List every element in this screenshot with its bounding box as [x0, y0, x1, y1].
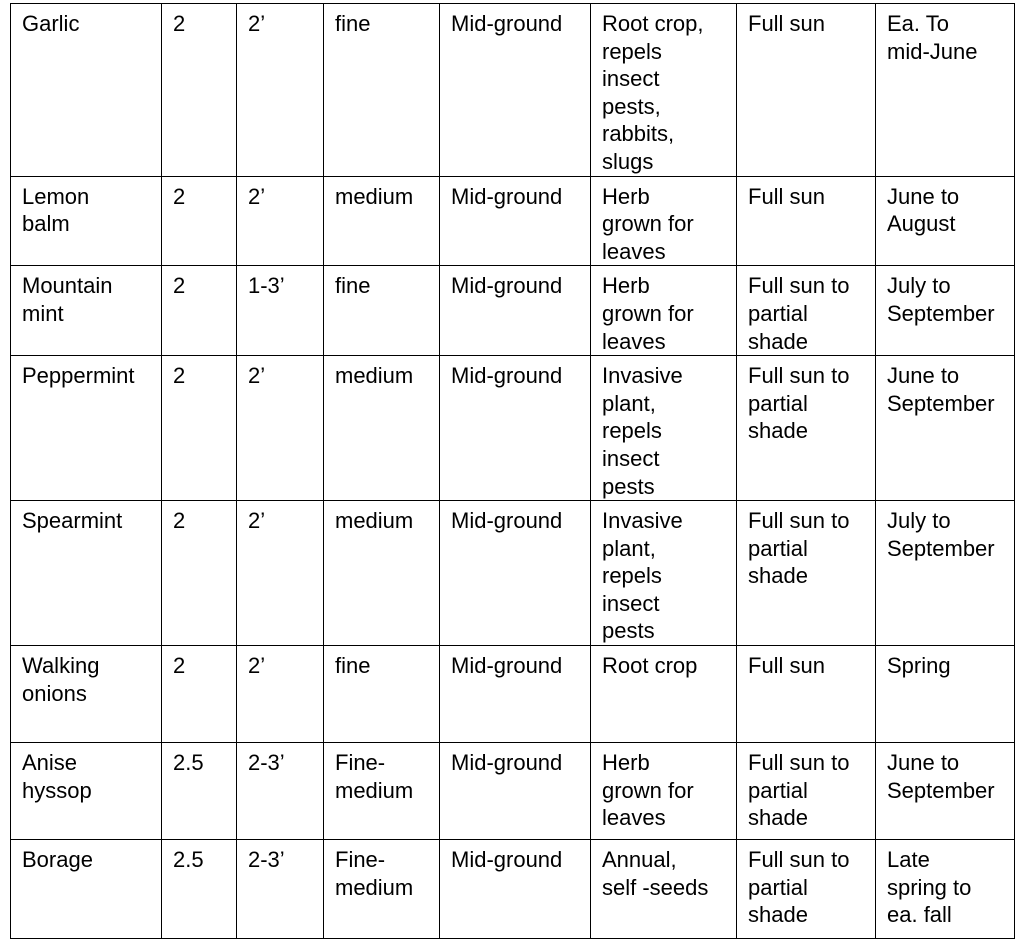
- light-cell: Full sun: [737, 176, 876, 266]
- notes-cell: Invasive plant, repels insect pests: [591, 501, 737, 646]
- placement-cell: Mid-ground: [440, 501, 591, 646]
- texture-cell: Fine- medium: [324, 840, 440, 939]
- table-cell: 2.5: [162, 743, 237, 840]
- texture-cell: medium: [324, 501, 440, 646]
- table-cell: 2: [162, 176, 237, 266]
- notes-cell: Annual, self -seeds: [591, 840, 737, 939]
- height-cell: 2’: [237, 501, 324, 646]
- table-row: [11, 840, 1015, 939]
- bloom-time-cell: June to August: [876, 176, 1015, 266]
- placement-cell: Mid-ground: [440, 646, 591, 743]
- table-row: [11, 646, 1015, 743]
- height-cell: 2’: [237, 176, 324, 266]
- light-cell: Full sun to partial shade: [737, 840, 876, 939]
- plant-name-cell: Garlic: [11, 4, 162, 177]
- texture-cell: fine: [324, 4, 440, 177]
- plant-name-cell: Anise hyssop: [11, 743, 162, 840]
- height-cell: 2’: [237, 356, 324, 501]
- height-cell: 2’: [237, 646, 324, 743]
- table-cell: 2: [162, 501, 237, 646]
- placement-cell: Mid-ground: [440, 176, 591, 266]
- table-row: [11, 356, 1015, 501]
- light-cell: Full sun: [737, 646, 876, 743]
- table-cell: 2.5: [162, 840, 237, 939]
- placement-cell: Mid-ground: [440, 840, 591, 939]
- plant-name-cell: Mountain mint: [11, 266, 162, 356]
- plant-name-cell: Borage: [11, 840, 162, 939]
- plant-name-cell: Walking onions: [11, 646, 162, 743]
- texture-cell: fine: [324, 266, 440, 356]
- table-row: [11, 743, 1015, 840]
- notes-cell: Root crop: [591, 646, 737, 743]
- texture-cell: Fine- medium: [324, 743, 440, 840]
- plant-name-cell: Lemon balm: [11, 176, 162, 266]
- placement-cell: Mid-ground: [440, 266, 591, 356]
- texture-cell: fine: [324, 646, 440, 743]
- height-cell: 2’: [237, 4, 324, 177]
- notes-cell: Herb grown for leaves: [591, 743, 737, 840]
- bloom-time-cell: July to September: [876, 266, 1015, 356]
- bloom-time-cell: June to September: [876, 356, 1015, 501]
- table-row: [11, 266, 1015, 356]
- texture-cell: medium: [324, 176, 440, 266]
- table-row: [11, 176, 1015, 266]
- bloom-time-cell: June to September: [876, 743, 1015, 840]
- height-cell: 2-3’: [237, 743, 324, 840]
- notes-cell: Invasive plant, repels insect pests: [591, 356, 737, 501]
- placement-cell: Mid-ground: [440, 743, 591, 840]
- light-cell: Full sun to partial shade: [737, 266, 876, 356]
- notes-cell: Root crop, repels insect pests, rabbits, slugs: [591, 4, 737, 177]
- height-cell: 1-3’: [237, 266, 324, 356]
- table-row: [11, 501, 1015, 646]
- light-cell: Full sun to partial shade: [737, 743, 876, 840]
- placement-cell: Mid-ground: [440, 4, 591, 177]
- table-row: [11, 4, 1015, 177]
- light-cell: Full sun to partial shade: [737, 501, 876, 646]
- plant-table: [10, 3, 1015, 939]
- notes-cell: Herb grown for leaves: [591, 266, 737, 356]
- table-cell: 2: [162, 356, 237, 501]
- light-cell: Full sun to partial shade: [737, 356, 876, 501]
- bloom-time-cell: Ea. To mid-June: [876, 4, 1015, 177]
- table-cell: 2: [162, 4, 237, 177]
- texture-cell: medium: [324, 356, 440, 501]
- plant-name-cell: Peppermint: [11, 356, 162, 501]
- table-cell: 2: [162, 266, 237, 356]
- placement-cell: Mid-ground: [440, 356, 591, 501]
- height-cell: 2-3’: [237, 840, 324, 939]
- plant-name-cell: Spearmint: [11, 501, 162, 646]
- notes-cell: Herb grown for leaves: [591, 176, 737, 266]
- table-cell: 2: [162, 646, 237, 743]
- light-cell: Full sun: [737, 4, 876, 177]
- bloom-time-cell: Spring: [876, 646, 1015, 743]
- bloom-time-cell: Late spring to ea. fall: [876, 840, 1015, 939]
- bloom-time-cell: July to September: [876, 501, 1015, 646]
